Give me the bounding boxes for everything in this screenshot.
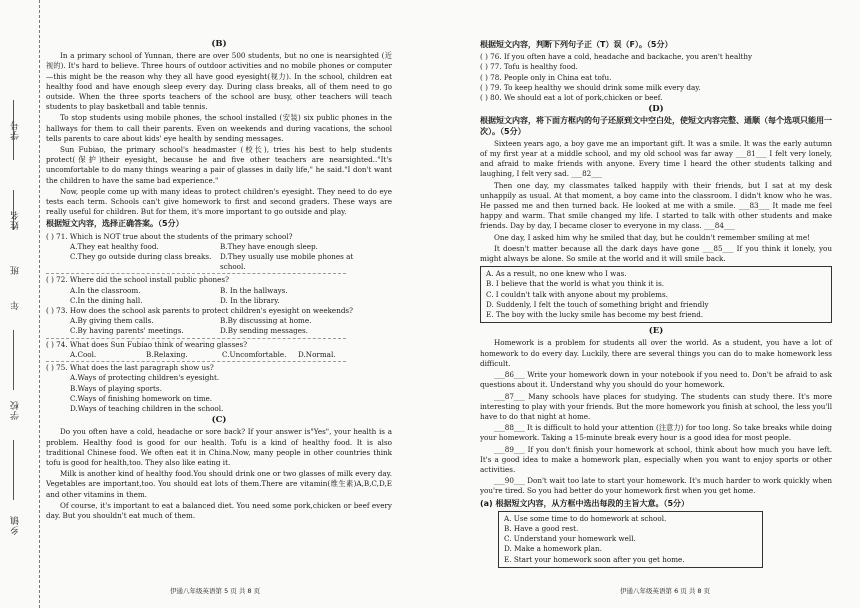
options (46, 252, 392, 272)
section-title-c: (C) (211, 415, 227, 426)
tf-item: ( ) 77. Tofu is healthy food. (480, 62, 578, 72)
passage-paragraph: Do you often have a cold, headache or sore back? If your answer is"Yes", your health is a problem. Healthy food is good for our health. Tofu is a kind of healthy food. It is also traditional Chinese food. We often eat it in China.Now, many people in other countries think tofu is good for health,too. They also like eating it. (46, 427, 392, 467)
passage-paragraph: Then one day, my classmates talked happily with their friends, but I sat at my desk unhappily as usual. At that moment, a boy came into the classroom. I didn't know who he was. He passed me and then turned back. He looked at me with a smile. ___83___ It made me feel happy and warm. That smile changed my life. I started to talk with other students and make friends. Day by day, I became closer to everyone in my class. ___84___ (480, 180, 832, 231)
binding-margin (0, 0, 40, 608)
divider (46, 361, 346, 362)
option: B.Ways of playing sports. (70, 383, 162, 393)
passage-paragraph: One day, I asked him why he smiled that day, but he couldn't remember smiling at me! (494, 232, 811, 242)
option: B.Relaxing. (146, 349, 188, 359)
box-option: C. Understand your homework well. (504, 534, 636, 544)
passage-paragraph: Of course, it's important to eat a balanced diet. You need some pork,chicken or beef every day. But you shouldn't eat much of them. (46, 500, 392, 520)
label-grade: 年 (10, 300, 20, 310)
passage-paragraph: Sun Fubiao, the primary school's headmaster (校长), tries his best to help students protect(保护)their eyesight, because he and five other teachers are nearsighted.."It's uncomfortable to do many things wearing a pair of glasses in daily life," he said."I don't want the children to have the same bad experience." (46, 145, 392, 185)
box-option: B. I believe that the world is what you think it is. (486, 279, 665, 289)
question-71: ( ) 71. Which is NOT true about the students of the primary school? (46, 231, 293, 241)
tf-item: ( ) 80. We should eat a lot of pork,chicken or beef. (480, 93, 663, 103)
options (46, 326, 392, 336)
margin-line (13, 330, 14, 390)
box-option: A. As a result, no one knew who I was. (486, 269, 627, 279)
instruction-b: 根据短文内容，选择正确答案。（5分） (46, 219, 184, 229)
passage-paragraph: Homework is a problem for students all over the world. As a student, you have a lot of homework to do every day. Luckily, there are several things you can do to make homework less difficult. (480, 338, 832, 368)
question-74: ( ) 74. What does Sun Fubiao think of wearing glasses? (46, 339, 248, 349)
divider (46, 338, 346, 339)
option: A.Ways of protecting children's eyesight. (70, 373, 220, 383)
option: D.By sending messages. (220, 326, 308, 336)
option: C.By having parents' meetings. (70, 326, 184, 336)
options (46, 350, 392, 360)
label-class: 班 (10, 265, 20, 275)
options-box-d (480, 266, 832, 323)
option: A.By giving them calls. (70, 316, 154, 326)
question-72: ( ) 72. Where did the school install public phones? (46, 275, 229, 285)
option: C.Uncomfortable. (222, 349, 287, 359)
section-title-e: (E) (648, 326, 664, 337)
passage-paragraph: To stop students using mobile phones, the school installed (安装) six public phones in the hallways for them to call their parents. Even on weekends and during vacations, the school tells parents to care about kids' eye health by sending messages. (46, 113, 392, 143)
options-box-e (498, 511, 763, 568)
option: D.They usually use mobile phones at school. (220, 252, 354, 272)
page-footer-left: 伊通八年级英语第 5 页 共 8 页 (170, 587, 261, 595)
label-number: 学号 (10, 120, 20, 140)
margin-line (13, 440, 14, 500)
passage-paragraph: ___89___ If you don't finish your homework at school, think about how much you have left. It's a good idea to make a homework plan, especially when you want to enjoy sports or other activities. (480, 444, 832, 474)
option: B. In the hallways. (220, 285, 288, 295)
question-73: ( ) 73. How does the school ask parents to protect children's eyesight on weekends? (46, 306, 353, 316)
option: B.By discussing at home. (220, 316, 312, 326)
option: D.Normal. (298, 349, 336, 359)
divider (46, 273, 346, 274)
option: A.Cool. (70, 349, 97, 359)
instruction-d: 根据短文内容，将下面方框内的句子还原到文中空白处，使短文内容完整、通顺（每个选项只能用一次）。（5分） (480, 116, 832, 136)
options (46, 316, 392, 326)
passage-paragraph: ___86___ Write your homework down in your notebook if you need to. Don't be afraid to ask questions about it. Understand why you should do your homework. (480, 370, 832, 390)
box-option: E. The boy with the lucky smile has become my best friend. (486, 310, 704, 320)
options (46, 286, 392, 296)
option: B.They have enough sleep. (220, 241, 318, 251)
box-option: D. Suddenly, I felt the touch of something bright and friendly (486, 299, 709, 309)
options (46, 242, 392, 252)
passage-paragraph: Milk is another kind of healthy food.You should drink one or two glasses of milk every day. Vegetables are important,too. You should eat lots of them.There are vitamin(维生素)A,B,C,D,E and other vitamins in them. (46, 469, 392, 499)
option: A.In the classroom. (70, 285, 141, 295)
options (46, 296, 392, 306)
box-option: D. Make a homework plan. (504, 544, 602, 554)
option: C.In the dining hall. (70, 295, 143, 305)
instruction-tf: 根据短文内容，判断下列句子正（T）误（F）。（5分） (480, 40, 673, 49)
passage-paragraph: ___87___ Many schools have places for studying. The students can study there. It's more interesting to play with your friends. But the more homework you finish at school, the less you'll have to do that night at home. (480, 391, 832, 421)
box-option: A. Use some time to do homework at school. (504, 513, 667, 523)
section-title-b: (B) (211, 39, 227, 49)
tf-item: ( ) 76. If you often have a cold, headache and backache, you aren't healthy (480, 52, 753, 62)
right-page (480, 38, 832, 571)
box-option: C. I couldn't talk with anyone about my problems. (486, 289, 668, 299)
option: D. In the library. (220, 295, 280, 305)
page-footer-right: 伊通八年级英语第 6 页 共 8 页 (620, 587, 711, 595)
tf-item: ( ) 78. People only in China eat tofu. (480, 72, 612, 82)
left-page (46, 38, 392, 522)
passage-paragraph: Sixteen years ago, a boy gave me an important gift. It was a smile. It was the early autumn of my first year at a middle school, and my old school was far away ___81___ I felt very lonely, and afraid to make friends with anyone. Every time I heard the other students talking and laughing, I felt very sad. ___82___ (480, 138, 832, 179)
option: A.They eat healthy food. (70, 241, 159, 251)
question-75: ( ) 75. What does the last paragraph show us? (46, 363, 214, 373)
option: D.Ways of teaching children in the school. (70, 403, 224, 413)
box-option: E. Start your homework soon after you get home. (504, 554, 685, 564)
passage-paragraph: Now, people come up with many ideas to protect children's eyesight. They need to do eye tests each term. Schools can't give homework to first and second graders. These ways are really useful for children. But for them, it's more important to go outside and play. (46, 186, 392, 217)
label-school: 学校 (10, 400, 20, 420)
section-title-d: (D) (648, 104, 664, 115)
passage-paragraph: In a primary school of Yunnan, there are over 500 students, but no one is nearsighted (近视的). It's hard to believe. Three hours of outdoor activities and no mobile phones or computer—this might be the reason why they all have good eyesight(视力). In the school, children eat healthy food and have enough sleep every day. During class breaks, all of them need to go outside. When the three sports teachers of the school are busy, other teachers will teach students to play basketball and table tennis. (46, 51, 392, 112)
box-option: B. Have a good rest. (504, 523, 579, 533)
label-name: 姓名 (10, 210, 20, 230)
instruction-e: (a) 根据短文内容，从方框中选出每段的主旨大意。（5分） (480, 498, 690, 508)
passage-paragraph: It doesn't matter because all the dark days have gone ___85___ If you think it lonely, you might always be alone. So smile at the world and it will smile back. (480, 243, 832, 264)
label-town: 乡镇 (10, 515, 20, 535)
passage-paragraph: ___88___ It is difficult to hold your attention (注意力) for too long. So take breaks while doing your homework. Taking a 15-minute break every hour is a good idea for most people. (480, 423, 832, 443)
option: C.They go outside during class breaks. (70, 252, 212, 262)
passage-paragraph: ___90___ Don't wait too late to start your homework. It's much harder to work quickly when you're tired. So you had better do your homework first when you get home. (480, 476, 832, 496)
tf-item: ( ) 79. To keep healthy we should drink some milk every day. (480, 82, 701, 92)
option: C.Ways of finishing homework on time. (70, 393, 213, 403)
